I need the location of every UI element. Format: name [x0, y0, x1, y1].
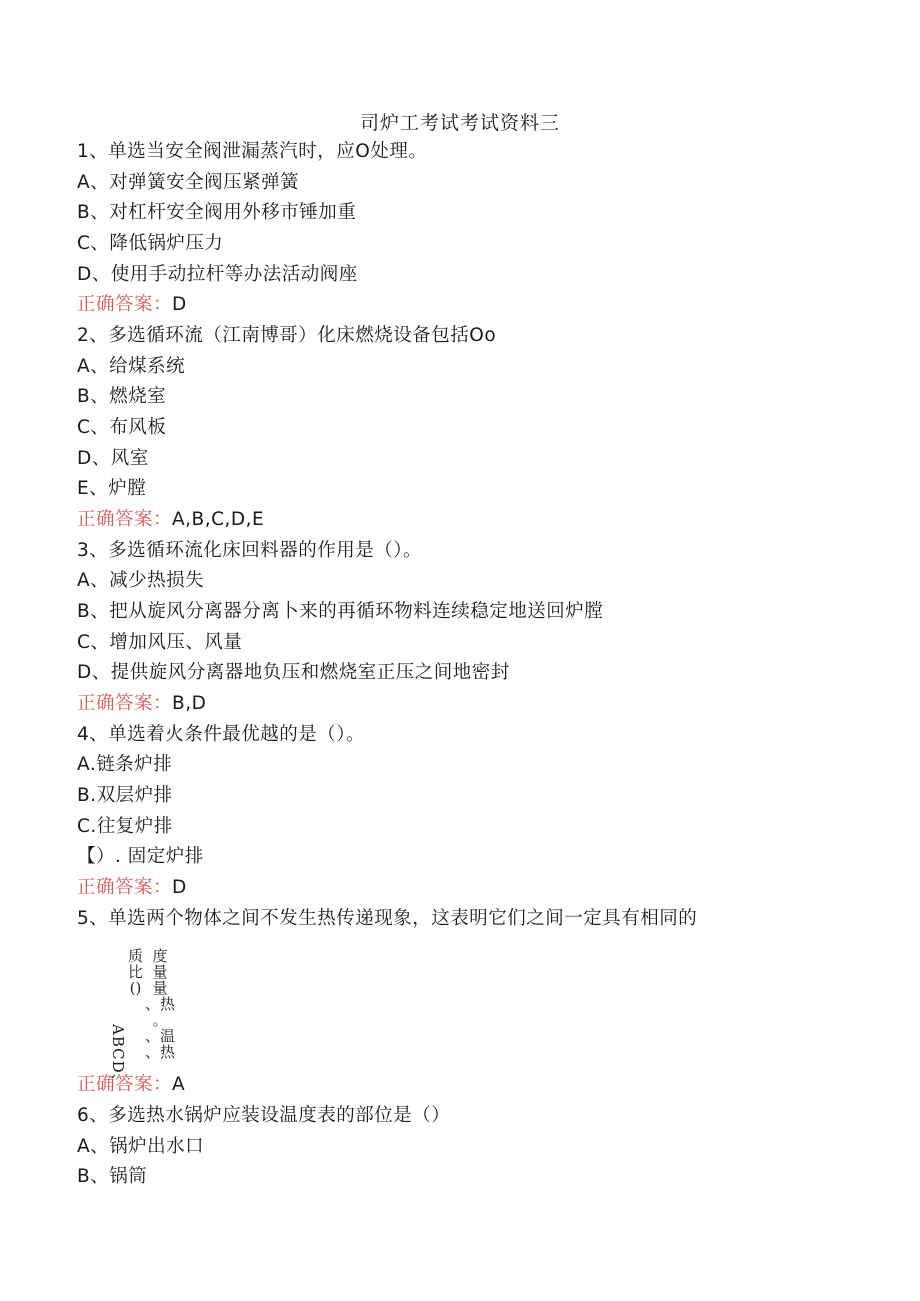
question-4-option-c: C.往复炉排	[77, 816, 173, 837]
answer-value: D	[172, 877, 187, 898]
question-2-stem: 2、多选循环流（江南博哥）化床燃烧设备包括Oo	[77, 325, 497, 346]
answer-label: 正确答案：	[77, 877, 173, 898]
question-3-option-d: D、提供旋风分离器地负压和燃烧室正压之间地密封	[77, 662, 510, 683]
question-3-option-a: A、减少热损失	[77, 570, 205, 591]
question-4-stem: 4、单选着火条件最优越的是（）。	[77, 724, 366, 745]
vertical-glyph: 量	[152, 963, 168, 981]
answer-label: 正确答案：	[77, 509, 173, 530]
question-4-option-b: B.双层炉排	[77, 785, 173, 806]
question-2-option-a: A、给煤系统	[77, 356, 186, 377]
question-4-option-d: 【）. 固定炉排	[77, 846, 204, 867]
document-title: 司炉工考试考试资料三	[359, 112, 560, 134]
question-3-option-b: B、把从旋风分离器分离卜来的再循环物料连续稳定地送回炉膛	[77, 601, 604, 622]
question-1-option-d: D、使用手动拉杆等办法活动阀座	[77, 264, 358, 285]
answer-label: 正确答案：	[77, 294, 173, 315]
vertical-glyph: 量	[152, 979, 168, 997]
question-6-option-b: B、锅筒	[77, 1166, 148, 1187]
question-2-option-c: C、布风板	[77, 417, 167, 438]
question-3-stem: 3、多选循环流化床回料器的作用是（）。	[77, 540, 423, 561]
vertical-glyph: 、温	[145, 1027, 176, 1045]
question-5-stem: 5、单选两个物体之间不发生热传递现象，这表明它们之间一定具有相同的	[77, 908, 698, 929]
vertical-glyph: 比	[128, 963, 144, 981]
question-5-vertical-column-1	[128, 948, 143, 996]
question-2-option-b: B、燃烧室	[77, 386, 167, 407]
vertical-glyph: 质	[128, 947, 144, 965]
question-6-option-a: A、锅炉出水口	[77, 1136, 205, 1157]
answer-value: A,B,C,D,E	[172, 509, 265, 530]
answer-value: D	[172, 294, 187, 315]
question-1-answer	[77, 293, 187, 317]
question-3-answer	[77, 692, 206, 716]
question-1-option-c: C、降低锅炉压力	[77, 233, 224, 254]
question-2-option-e: E、炉膛	[77, 478, 147, 499]
vertical-glyph: 、热	[145, 995, 176, 1013]
answer-label: 正确答案：	[77, 693, 173, 714]
question-2-answer	[77, 508, 264, 532]
vertical-glyph: ()	[129, 979, 142, 997]
question-6-stem: 6、多选热水锅炉应装设温度表的部位是（）	[77, 1105, 451, 1126]
vertical-glyph: 。	[152, 1011, 168, 1029]
vertical-glyph: 度	[152, 947, 168, 965]
vertical-glyph: 、热	[145, 1043, 176, 1061]
answer-label: 正确答案：	[77, 1074, 173, 1095]
answer-value: B,D	[172, 693, 207, 714]
question-1-option-b: B、对杠杆安全阀用外移市锤加重	[77, 202, 357, 223]
question-4-answer	[77, 876, 187, 900]
question-5-answer	[77, 1073, 185, 1097]
question-1-option-a: A、对弹簧安全阀压紧弹簧	[77, 172, 300, 193]
question-4-option-a: A.链条炉排	[77, 754, 173, 775]
question-5-vertical-column-2	[145, 948, 175, 1060]
question-2-option-d: D、风室	[77, 448, 149, 469]
answer-value: A	[172, 1074, 186, 1095]
question-3-option-c: C、增加风压、风量	[77, 632, 243, 653]
question-1-stem: 1、单选当安全阀泄漏蒸汽时，应O处理。	[77, 141, 428, 162]
question-5-rotated-option-letters: ABCD、	[109, 1024, 127, 1090]
